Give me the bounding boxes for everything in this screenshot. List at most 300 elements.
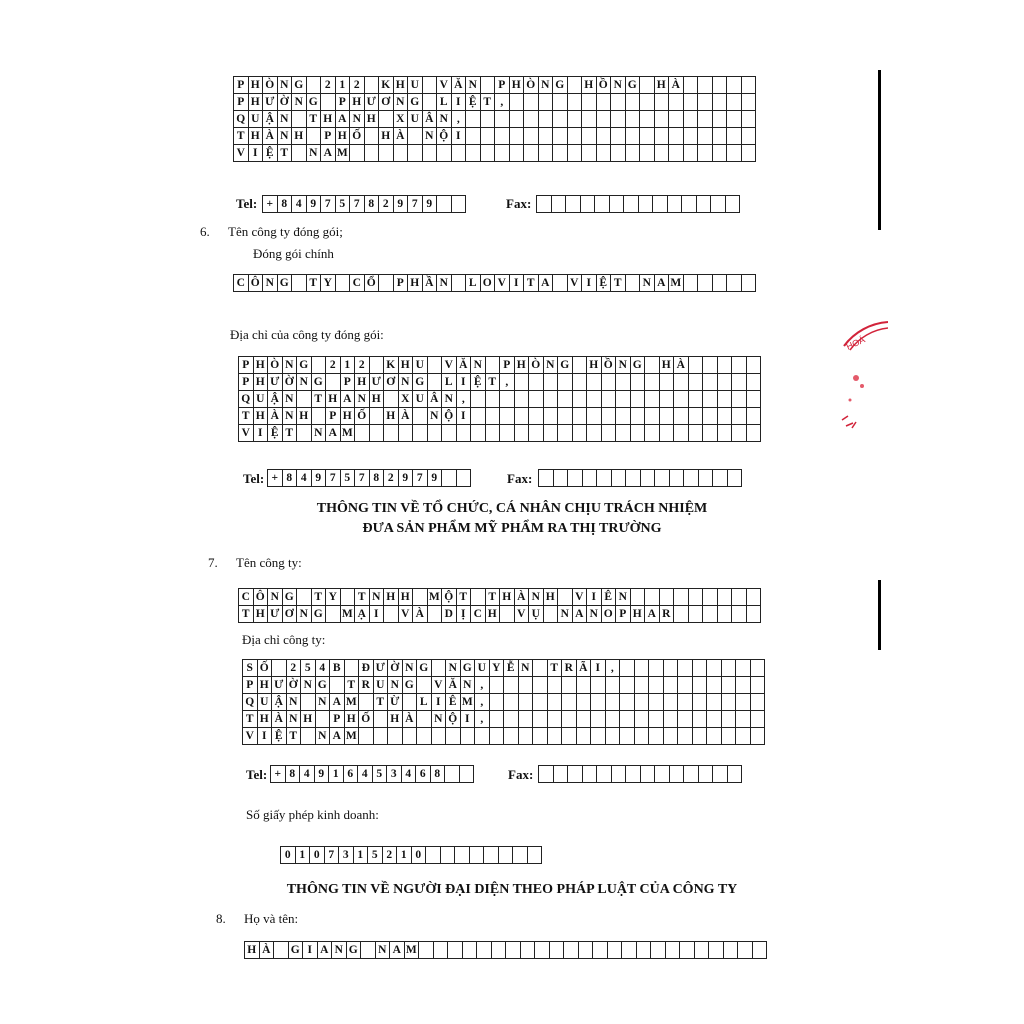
grid-cell: [586, 424, 602, 442]
grid-cell: P: [615, 605, 631, 623]
grid-cell: C: [470, 605, 486, 623]
grid-cell: [659, 373, 675, 391]
grid-cell: [543, 390, 559, 408]
grid-cell: [619, 710, 635, 728]
grid-cell: [721, 727, 737, 745]
grid-cell: H: [248, 76, 264, 94]
grid-row: [238, 356, 761, 374]
grid-cell: [491, 941, 507, 959]
grid-cell: [697, 93, 713, 111]
grid-cell: Ệ: [596, 274, 612, 292]
grid-cell: [483, 846, 499, 864]
grid-cell: M: [460, 693, 476, 711]
grid-cell: G: [282, 588, 298, 606]
grid-cell: [630, 424, 646, 442]
grid-cell: Â: [422, 110, 438, 128]
grid-cell: [590, 693, 606, 711]
grid-cell: [611, 765, 627, 783]
grid-cell: [306, 76, 322, 94]
grid-cell: [698, 469, 714, 487]
grid-cell: [697, 127, 713, 145]
grid-cell: [536, 195, 552, 213]
grid-cell: [315, 710, 331, 728]
grid-cell: [712, 76, 728, 94]
grid-cell: N: [331, 941, 347, 959]
section-7-number: 7.: [208, 555, 218, 570]
grid-cell: [354, 424, 370, 442]
grid-cell: T: [233, 127, 249, 145]
grid-cell: [586, 373, 602, 391]
license-grid: [280, 846, 542, 864]
address-grid-pack: [238, 356, 761, 442]
grid-cell: I: [456, 373, 472, 391]
grid-cell: [523, 93, 539, 111]
grid-row: [270, 765, 474, 783]
grid-cell: [543, 605, 559, 623]
fax-grid-1: [536, 195, 740, 213]
grid-cell: [683, 76, 699, 94]
grid-cell: [581, 144, 597, 162]
grid-cell: N: [470, 356, 486, 374]
grid-cell: [462, 941, 478, 959]
red-stamp-fragment: [838, 316, 888, 446]
grid-cell: [702, 407, 718, 425]
grid-cell: Ố: [358, 710, 374, 728]
grid-cell: 9: [306, 195, 322, 213]
section-7-addr-label: Địa chỉ công ty:: [242, 632, 326, 647]
grid-cell: [499, 424, 515, 442]
grid-cell: [418, 941, 434, 959]
grid-cell: G: [291, 76, 307, 94]
grid-cell: À: [267, 407, 283, 425]
grid-cell: N: [277, 110, 293, 128]
grid-cell: I: [302, 941, 318, 959]
grid-cell: [572, 356, 588, 374]
grid-cell: Ậ: [262, 110, 278, 128]
grid-cell: T: [610, 274, 626, 292]
grid-cell: [543, 373, 559, 391]
grid-cell: [692, 710, 708, 728]
grid-cell: [677, 693, 693, 711]
grid-cell: [369, 407, 385, 425]
grid-cell: 6: [415, 765, 431, 783]
grid-cell: Ệ: [470, 373, 486, 391]
grid-cell: [476, 941, 492, 959]
grid-cell: ,: [474, 676, 490, 694]
grid-cell: [538, 110, 554, 128]
grid-cell: [636, 941, 652, 959]
grid-cell: +: [270, 765, 286, 783]
grid-cell: N: [296, 605, 312, 623]
grid-cell: [565, 195, 581, 213]
grid-cell: N: [354, 390, 370, 408]
grid-cell: V: [436, 76, 452, 94]
grid-cell: [731, 605, 747, 623]
grid-cell: C: [238, 588, 254, 606]
grid-cell: Ộ: [441, 407, 457, 425]
grid-cell: U: [248, 110, 264, 128]
grid-cell: [723, 941, 739, 959]
grid-cell: [706, 659, 722, 677]
grid-cell: [402, 693, 418, 711]
grid-cell: [644, 390, 660, 408]
grid-row: [238, 605, 761, 623]
grid-cell: [639, 110, 655, 128]
grid-cell: [291, 144, 307, 162]
grid-cell: [398, 424, 414, 442]
grid-cell: T: [456, 588, 472, 606]
grid-cell: U: [412, 356, 428, 374]
grid-cell: [296, 390, 312, 408]
grid-cell: N: [286, 693, 302, 711]
grid-cell: [586, 390, 602, 408]
grid-cell: [567, 127, 583, 145]
grid-cell: 1: [396, 846, 412, 864]
grid-cell: H: [300, 710, 316, 728]
grid-cell: [480, 144, 496, 162]
grid-cell: H: [248, 93, 264, 111]
grid-cell: [509, 93, 525, 111]
fax-grid-2: [538, 469, 742, 487]
grid-cell: N: [282, 390, 298, 408]
grid-cell: M: [340, 424, 356, 442]
grid-cell: [494, 144, 510, 162]
grid-cell: [601, 407, 617, 425]
heading-1-line-2: ĐƯA SẢN PHẨM MỸ PHẨM RA THỊ TRƯỜNG: [362, 521, 662, 536]
grid-cell: [652, 195, 668, 213]
section-6-sub: Đóng gói chính: [253, 246, 334, 261]
grid-cell: [538, 93, 554, 111]
grid-cell: [431, 659, 447, 677]
grid-cell: [320, 93, 336, 111]
grid-cell: [668, 144, 684, 162]
grid-cell: [534, 941, 550, 959]
grid-cell: [688, 407, 704, 425]
grid-cell: 9: [314, 765, 330, 783]
fax-label-3: Fax:: [508, 767, 534, 782]
grid-cell: [489, 693, 505, 711]
stamp-text: HOÁ: [844, 334, 867, 352]
grid-cell: [639, 93, 655, 111]
grid-cell: C: [349, 274, 365, 292]
grid-cell: 8: [430, 765, 446, 783]
grid-cell: [311, 407, 327, 425]
grid-cell: Ê: [445, 693, 461, 711]
grid-cell: V: [242, 727, 258, 745]
grid-cell: [752, 941, 768, 959]
grid-cell: [528, 424, 544, 442]
grid-cell: [572, 373, 588, 391]
grid-cell: [673, 424, 689, 442]
grid-cell: N: [436, 110, 452, 128]
grid-cell: [721, 659, 737, 677]
grid-row: [244, 941, 767, 959]
grid-cell: M: [344, 727, 360, 745]
grid-cell: Ệ: [465, 93, 481, 111]
grid-cell: Ờ: [277, 93, 293, 111]
grid-cell: T: [238, 605, 254, 623]
grid-cell: 8: [369, 469, 385, 487]
grid-cell: [648, 727, 664, 745]
grid-cell: Ộ: [441, 588, 457, 606]
grid-cell: [648, 676, 664, 694]
grid-cell: T: [485, 588, 501, 606]
grid-cell: H: [398, 356, 414, 374]
grid-cell: Ò: [267, 356, 283, 374]
heading-legal-rep: [162, 880, 862, 900]
grid-cell: N: [528, 588, 544, 606]
grid-cell: [630, 407, 646, 425]
grid-cell: Ộ: [436, 127, 452, 145]
grid-cell: 9: [398, 469, 414, 487]
grid-cell: H: [514, 356, 530, 374]
grid-cell: T: [354, 588, 370, 606]
grid-cell: [552, 93, 568, 111]
grid-cell: [523, 110, 539, 128]
grid-cell: [480, 76, 496, 94]
grid-cell: 2: [354, 356, 370, 374]
grid-cell: [311, 356, 327, 374]
grid-cell: G: [460, 659, 476, 677]
grid-cell: [532, 659, 548, 677]
grid-cell: U: [412, 390, 428, 408]
grid-cell: [503, 676, 519, 694]
company-name-grid: [238, 588, 761, 623]
grid-cell: [358, 693, 374, 711]
grid-cell: [567, 76, 583, 94]
grid-cell: [383, 424, 399, 442]
grid-cell: [654, 469, 670, 487]
grid-cell: N: [586, 605, 602, 623]
grid-cell: 2: [286, 659, 302, 677]
grid-cell: H: [543, 588, 559, 606]
grid-cell: I: [509, 274, 525, 292]
grid-row: [536, 195, 740, 213]
grid-cell: T: [523, 274, 539, 292]
grid-cell: [668, 93, 684, 111]
grid-row: [538, 469, 742, 487]
grid-cell: [683, 765, 699, 783]
grid-cell: [625, 469, 641, 487]
grid-cell: [518, 710, 534, 728]
grid-cell: Ă: [451, 76, 467, 94]
grid-cell: [300, 727, 316, 745]
grid-cell: Ò: [523, 76, 539, 94]
grid-cell: [712, 127, 728, 145]
grid-cell: [509, 144, 525, 162]
grid-cell: [610, 110, 626, 128]
grid-cell: [416, 710, 432, 728]
grid-cell: Ư: [267, 605, 283, 623]
grid-cell: [735, 676, 751, 694]
grid-cell: R: [659, 605, 675, 623]
grid-cell: P: [238, 356, 254, 374]
grid-cell: [681, 195, 697, 213]
grid-cell: [735, 710, 751, 728]
grid-row: [233, 144, 756, 162]
grid-cell: [469, 846, 485, 864]
grid-cell: [688, 605, 704, 623]
grid-cell: H: [378, 127, 394, 145]
grid-cell: I: [369, 605, 385, 623]
grid-cell: [503, 727, 519, 745]
grid-cell: [712, 469, 728, 487]
grid-row: [238, 424, 761, 442]
grid-cell: [735, 693, 751, 711]
grid-cell: Ò: [262, 76, 278, 94]
grid-cell: [596, 110, 612, 128]
grid-cell: Ư: [267, 373, 283, 391]
grid-cell: À: [393, 127, 409, 145]
grid-cell: 8: [282, 469, 298, 487]
grid-cell: [552, 274, 568, 292]
grid-cell: [474, 727, 490, 745]
grid-cell: [590, 676, 606, 694]
grid-cell: [615, 373, 631, 391]
grid-cell: [665, 941, 681, 959]
grid-cell: [625, 765, 641, 783]
grid-cell: [520, 941, 536, 959]
grid-cell: [702, 356, 718, 374]
grid-cell: [697, 144, 713, 162]
grid-row: [233, 127, 756, 145]
grid-cell: [431, 727, 447, 745]
grid-cell: [640, 469, 656, 487]
grid-cell: N: [398, 373, 414, 391]
grid-cell: [528, 390, 544, 408]
grid-cell: [659, 424, 675, 442]
grid-cell: H: [253, 605, 269, 623]
grid-cell: N: [277, 76, 293, 94]
grid-cell: U: [407, 110, 423, 128]
grid-cell: P: [335, 93, 351, 111]
grid-cell: [563, 941, 579, 959]
grid-cell: [648, 659, 664, 677]
grid-cell: O: [480, 274, 496, 292]
grid-cell: [441, 469, 457, 487]
fax-label-1: Fax:: [506, 196, 532, 211]
scan-edge-mid: [878, 580, 881, 650]
grid-cell: [373, 727, 389, 745]
grid-cell: [291, 274, 307, 292]
grid-cell: T: [277, 144, 293, 162]
grid-cell: H: [364, 110, 380, 128]
grid-cell: [697, 110, 713, 128]
grid-cell: I: [581, 274, 597, 292]
grid-cell: [619, 693, 635, 711]
grid-cell: [634, 659, 650, 677]
grid-cell: Ố: [257, 659, 273, 677]
grid-cell: [329, 676, 345, 694]
grid-cell: Ừ: [387, 693, 403, 711]
grid-cell: ,: [494, 93, 510, 111]
grid-cell: [731, 424, 747, 442]
grid-cell: D: [441, 605, 457, 623]
grid-cell: [688, 373, 704, 391]
section-6-title: Tên công ty đóng gói;: [228, 224, 343, 239]
tel-label-3: Tel:: [246, 767, 268, 782]
grid-cell: H: [325, 390, 341, 408]
grid-cell: [378, 110, 394, 128]
grid-cell: [746, 588, 762, 606]
grid-cell: Đ: [358, 659, 374, 677]
grid-cell: [609, 195, 625, 213]
grid-cell: 2: [349, 76, 365, 94]
grid-cell: [746, 605, 762, 623]
grid-cell: [702, 390, 718, 408]
grid-cell: P: [233, 76, 249, 94]
grid-cell: [669, 469, 685, 487]
tel-grid-1: [262, 195, 466, 213]
grid-cell: [425, 846, 441, 864]
grid-cell: [594, 195, 610, 213]
grid-cell: N: [300, 676, 316, 694]
grid-cell: [582, 469, 598, 487]
grid-cell: [683, 127, 699, 145]
grid-cell: À: [673, 356, 689, 374]
grid-row: [242, 676, 765, 694]
grid-cell: [741, 76, 757, 94]
grid-cell: [688, 588, 704, 606]
grid-cell: T: [242, 710, 258, 728]
grid-cell: Ă: [445, 676, 461, 694]
grid-cell: [433, 941, 449, 959]
grid-cell: H: [335, 127, 351, 145]
grid-cell: [605, 727, 621, 745]
grid-cell: [567, 93, 583, 111]
grid-cell: [644, 356, 660, 374]
grid-cell: 1: [340, 356, 356, 374]
grid-cell: H: [499, 588, 515, 606]
grid-cell: P: [393, 274, 409, 292]
grid-cell: [572, 424, 588, 442]
grid-cell: N: [315, 693, 331, 711]
grid-cell: À: [271, 710, 287, 728]
grid-cell: G: [315, 676, 331, 694]
grid-cell: [436, 195, 452, 213]
grid-cell: Ệ: [262, 144, 278, 162]
grid-cell: Ư: [271, 676, 287, 694]
grid-cell: [737, 941, 753, 959]
grid-cell: [335, 274, 351, 292]
grid-cell: [580, 195, 596, 213]
grid-cell: [692, 693, 708, 711]
grid-cell: P: [494, 76, 510, 94]
grid-cell: T: [238, 407, 254, 425]
grid-cell: T: [344, 676, 360, 694]
grid-cell: [553, 469, 569, 487]
grid-cell: [407, 127, 423, 145]
grid-cell: [567, 765, 583, 783]
grid-cell: Ư: [364, 93, 380, 111]
grid-cell: 6: [343, 765, 359, 783]
grid-cell: V: [514, 605, 530, 623]
grid-cell: N: [402, 659, 418, 677]
grid-cell: [668, 110, 684, 128]
grid-cell: [677, 659, 693, 677]
grid-cell: [673, 588, 689, 606]
grid-cell: G: [557, 356, 573, 374]
grid-cell: Ậ: [271, 693, 287, 711]
grid-cell: [416, 727, 432, 745]
grid-cell: [596, 144, 612, 162]
grid-cell: [576, 693, 592, 711]
grid-cell: [454, 846, 470, 864]
grid-cell: [721, 710, 737, 728]
grid-cell: À: [259, 941, 275, 959]
grid-cell: [572, 390, 588, 408]
grid-cell: [625, 93, 641, 111]
